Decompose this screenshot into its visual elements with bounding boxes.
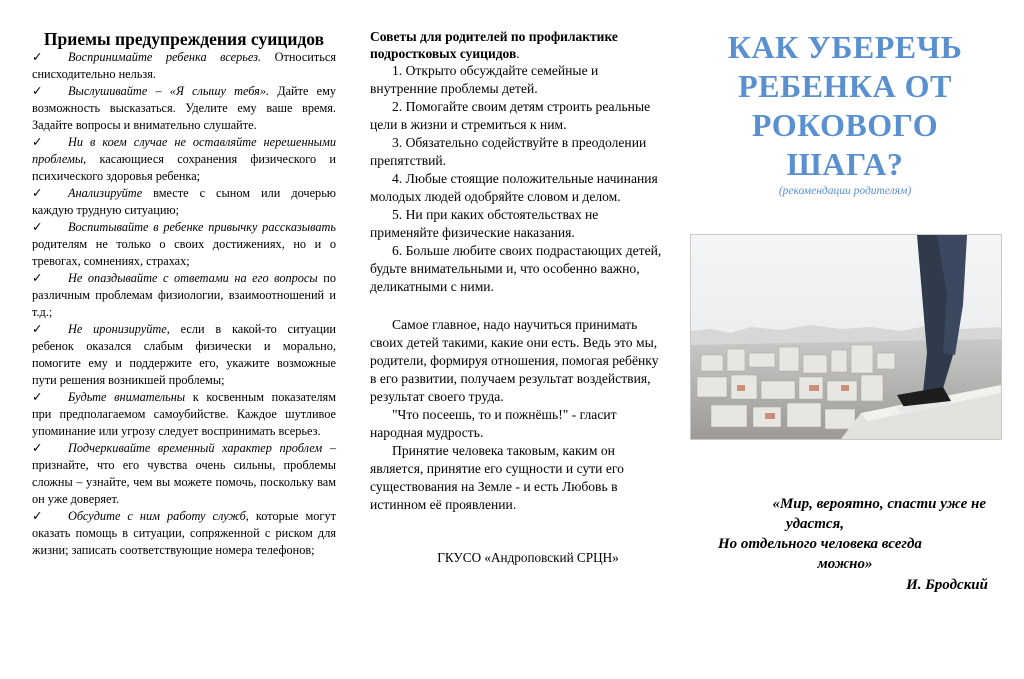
cover-photo	[690, 234, 1002, 440]
checkmark-icon: ✓	[32, 390, 43, 404]
cover-subtitle: (рекомендации родителям)	[778, 185, 912, 197]
prevention-column	[32, 0, 336, 559]
advice-column	[370, 0, 666, 566]
checkmark-icon: ✓	[32, 509, 43, 523]
proverb-text: "Что посеешь, то и пожнёшь!" - гласит народная мудрость.	[370, 407, 617, 440]
tips-list	[32, 49, 336, 559]
checkmark-icon: ✓	[32, 441, 43, 455]
cover-column	[686, 0, 1004, 593]
advice-item: 6. Больше любите своих подрастающих детей, будьте внимательными и, что особенно важно, деликатными с ними.	[370, 243, 662, 294]
quote-line: удастся,	[785, 516, 844, 532]
tip-item: ✓ Не опаздывайте с ответами на его вопросы по различным проблемам физиологии, взаимоотношений и т.д.;	[32, 271, 336, 319]
organization-name: ГКУСО «Андроповский СРЦН»	[437, 550, 619, 565]
tip-item: ✓ Выслушивайте – «Я слышу тебя». Дайте ему возможность высказаться. Уделите ему ваше время. Задайте вопросы и внимательно слушайте.	[32, 84, 336, 132]
checkmark-icon: ✓	[32, 186, 43, 200]
checkmark-icon: ✓	[32, 220, 43, 234]
checkmark-icon: ✓	[32, 135, 43, 149]
main-text: Самое главное, надо научиться принимать своих детей такими, какие они есть. Ведь это мы, родители, формируя отношения, помогая ребёнку в его развитии, получаем результат воздействия, результат своего труда.	[370, 317, 659, 404]
prevention-heading: Приемы предупреждения суицидов	[43, 29, 325, 49]
checkmark-icon: ✓	[32, 50, 43, 64]
advice-item: 3. Обязательно содействуйте в преодолении препятствий.	[370, 135, 647, 168]
advice-title: Советы для родителей по профилактике подростковых суицидов.	[370, 29, 618, 61]
tip-item: ✓ Обсудите с ним работу служб, которые могут оказать помощь в ситуации, сопряженной с риском для жизни; записать соответствующие номера телефонов;	[32, 509, 336, 557]
acceptance-text: Принятие человека таковым, каким он является, принятие его сущности и сути его существования на Земле - и есть Любовь в истинном её проявлении.	[370, 443, 624, 512]
quote-line: «Мир, вероятно, спасти уже не	[772, 496, 986, 512]
quote-line: можно»	[817, 556, 873, 572]
tip-item: ✓ Ни в коем случае не оставляйте нерешенными проблемы, касающиеся сохранения физического и психического здоровья ребенка;	[32, 135, 336, 183]
advice-item: 4. Любые стоящие положительные начинания молодых людей одобряйте словом и делом.	[370, 171, 658, 204]
tip-item: ✓ Воспитывайте в ребенке привычку рассказывать родителям не только о своих достижениях, но и о тревогах, сомнениях, страхах;	[32, 220, 336, 268]
quote-line: Но отдельного человека всегда	[718, 536, 922, 552]
advice-list	[370, 62, 666, 296]
tip-item: ✓ Не иронизируйте, если в какой-то ситуации ребенок оказался слабым физически и морально, помогите ему и поддержите его, укажите возможные пути решения возникшей проблемы;	[32, 322, 336, 387]
brodsky-quote	[686, 494, 1004, 595]
checkmark-icon: ✓	[32, 84, 43, 98]
checkmark-icon: ✓	[32, 322, 43, 336]
tip-item: ✓ Подчеркивайте временный характер проблем – признайте, что его чувства очень сильны, проблемы сложны – узнайте, чем вы можете помочь, поскольку вам он уже доверяет.	[32, 441, 336, 506]
tip-item: ✓ Будьте внимательны к косвенным показателям при предполагаемом самоубийстве. Каждое шутливое упоминание или угрозу следует воспринимать всерьез.	[32, 390, 336, 438]
cover-title: КАК УБЕРЕЧЬ РЕБЕНКА ОТ РОКОВОГО ШАГА?	[727, 29, 963, 182]
tip-item: ✓ Воспринимайте ребенка всерьез. Относиться снисходительно нельзя.	[32, 50, 336, 81]
advice-item: 1. Открыто обсуждайте семейные и внутренние проблемы детей.	[370, 63, 599, 96]
tip-item: ✓ Анализируйте вместе с сыном или дочерью каждую трудную ситуацию;	[32, 186, 336, 217]
checkmark-icon: ✓	[32, 271, 43, 285]
advice-item: 5. Ни при каких обстоятельствах не применяйте физические наказания.	[370, 207, 599, 240]
quote-author: И. Бродский	[906, 577, 988, 593]
advice-item: 2. Помогайте своим детям строить реальные цели в жизни и стремиться к ним.	[370, 99, 651, 132]
